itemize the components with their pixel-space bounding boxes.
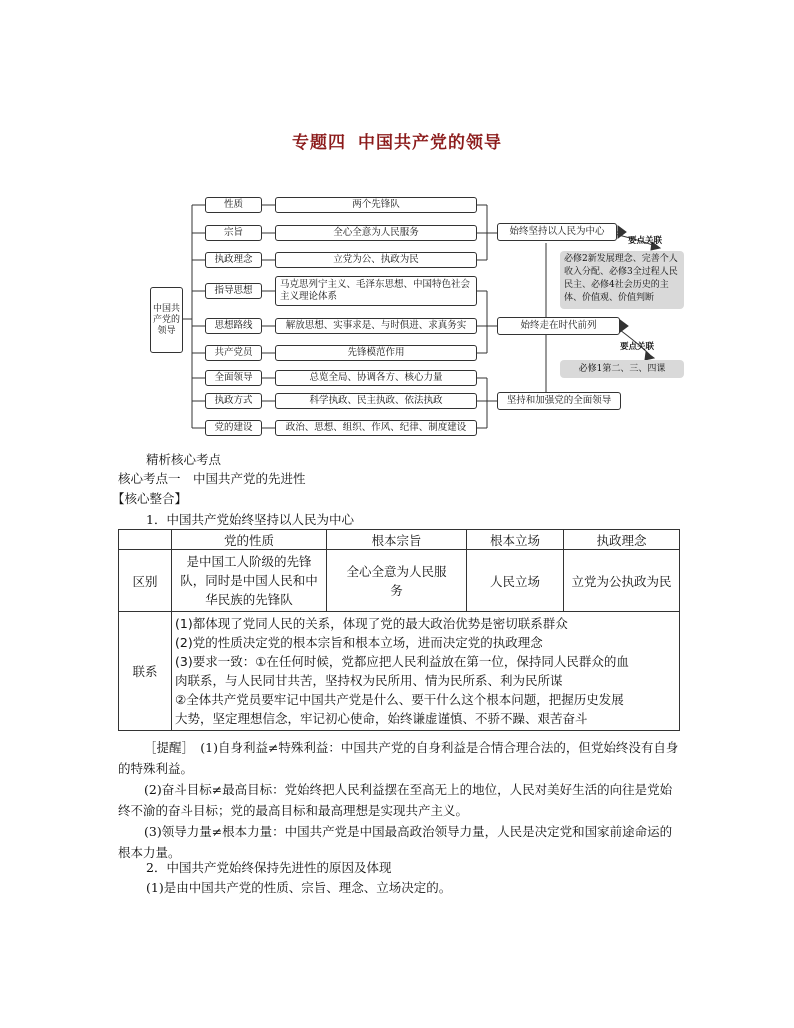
mid-node-label: 立党为公、执政为民 bbox=[333, 254, 419, 265]
mindmap-right-node bbox=[497, 223, 617, 241]
link-line: (2)党的性质决定党的根本宗旨和根本立场，进而决定党的执政理念 bbox=[175, 635, 543, 650]
left-node-label: 性质 bbox=[223, 199, 243, 210]
table-header: 根本立场 bbox=[467, 530, 564, 550]
mindmap-left-node bbox=[205, 393, 262, 409]
mid-node-label: 科学执政、民主执政、依法执政 bbox=[309, 395, 443, 406]
mindmap-left-node bbox=[205, 252, 262, 268]
right-node-label: 始终坚持以人民为中心 bbox=[509, 226, 605, 237]
mindmap-left-node bbox=[205, 345, 262, 361]
link-line: 肉联系，与人民同甘共苦，坚持权为民所用、情为民所系、利为民所谋 bbox=[175, 673, 563, 688]
point-2-sub1: (1)是由中国共产党的性质、宗旨、理念、立场决定的。 bbox=[146, 880, 452, 895]
left-node-label: 党的建设 bbox=[214, 422, 253, 433]
table-header: 党的性质 bbox=[172, 530, 327, 550]
key-association-label: 要点关联 bbox=[620, 342, 655, 352]
mindmap-left-node bbox=[205, 197, 262, 213]
row-label: 区别 bbox=[119, 550, 172, 612]
mindmap-root-label: 中国共产党的领导 bbox=[153, 303, 181, 336]
left-node-label: 思想路线 bbox=[214, 320, 253, 331]
key-association-text: 必修1第二、三、四课 bbox=[578, 364, 666, 374]
link-line: ②全体共产党员要牢记中国共产党是什么、要干什么这个根本问题，把握历史发展 bbox=[175, 692, 624, 707]
table-cell: 立党为公执政为民 bbox=[564, 550, 680, 612]
mid-node-label: 先锋模范作用 bbox=[347, 347, 405, 358]
mid-node-label: 马克思列宁主义、毛泽东思想、中国特色社会主义理论体系 bbox=[280, 279, 471, 302]
table-header: 根本宗旨 bbox=[327, 530, 467, 550]
mindmap-left-node bbox=[205, 318, 262, 334]
mindmap-mid-node bbox=[275, 370, 477, 386]
mindmap-mid-node bbox=[275, 318, 477, 334]
tip-paragraph: (3)领导力量≠根本力量：中国共产党是中国最高政治领导力量，人民是决定党和国家前途命运的根本力量。 bbox=[118, 824, 673, 860]
zhenghe-heading: 【核心整合】 bbox=[112, 491, 188, 506]
mindmap-mid-node bbox=[275, 393, 477, 409]
mid-node-label: 两个先锋队 bbox=[352, 199, 400, 210]
mid-node-label: 总览全局、协调各方、核心力量 bbox=[309, 372, 443, 383]
key-association-text: 必修2新发展理念、完善个人收入分配、必修3全过程人民民主、必修4社会历史的主体、价值观、价值判断 bbox=[564, 254, 678, 303]
title-main: 中国共产党的领导 bbox=[358, 133, 502, 153]
title-prefix: 专题四 bbox=[292, 133, 346, 153]
link-line: (3)要求一致：①在任何时候，党都应把人民利益放在第一位，保持同人民群众的血 bbox=[175, 654, 629, 669]
mid-node-label: 全心全意为人民服务 bbox=[333, 227, 419, 238]
left-node-label: 执政理念 bbox=[214, 254, 253, 265]
left-node-label: 全面领导 bbox=[214, 372, 253, 383]
mindmap-mid-node bbox=[275, 252, 477, 268]
key-association-box bbox=[560, 251, 684, 309]
table-cell bbox=[119, 530, 172, 550]
row-label: 联系 bbox=[119, 612, 172, 731]
mindmap-right-node bbox=[497, 392, 621, 410]
section-heading: 精析核心考点 bbox=[146, 452, 222, 467]
mindmap-left-node bbox=[205, 370, 262, 386]
mindmap-left-node bbox=[205, 283, 262, 299]
table-cell bbox=[172, 612, 680, 731]
mindmap-mid-node bbox=[275, 420, 477, 436]
table-cell: 人民立场 bbox=[467, 550, 564, 612]
left-node-label: 共产党员 bbox=[214, 347, 253, 358]
mid-node-label: 解放思想、实事求是、与时俱进、求真务实 bbox=[285, 320, 467, 331]
point-1: 1．中国共产党始终坚持以人民为中心 bbox=[146, 512, 354, 527]
tip-paragraph: (2)奋斗目标≠最高目标：党始终把人民利益摆在至高无上的地位，人民对美好生活的向往是党始终不渝的奋斗目标；党的最高目标和最高理想是实现共产主义。 bbox=[118, 782, 673, 818]
link-line: 大势，坚定理想信念，牢记初心使命，始终谦虚谨慎、不骄不躁、艰苦奋斗 bbox=[175, 711, 588, 726]
mindmap-mid-node bbox=[275, 276, 477, 306]
mindmap-root bbox=[150, 287, 183, 353]
left-node-label: 宗旨 bbox=[223, 227, 243, 238]
key-association-label: 要点关联 bbox=[628, 236, 663, 246]
right-node-label: 始终走在时代前列 bbox=[520, 320, 597, 331]
mindmap-mid-node bbox=[275, 197, 477, 213]
mindmap-left-node bbox=[205, 225, 262, 241]
key-association-box bbox=[560, 360, 684, 378]
table-header: 执政理念 bbox=[564, 530, 680, 550]
mindmap-mid-node bbox=[275, 345, 477, 361]
tip-paragraph: ［提醒］ (1)自身利益≠特殊利益：中国共产党的自身利益是合情合理合法的，但党始终没有自身的特殊利益。 bbox=[118, 740, 679, 776]
table-row bbox=[119, 550, 680, 612]
mindmap-right-node bbox=[497, 317, 620, 335]
left-node-label: 指导思想 bbox=[214, 285, 253, 296]
comparison-table bbox=[118, 529, 680, 731]
table-cell: 全心全意为人民服务 bbox=[327, 550, 467, 612]
table-header-row bbox=[119, 530, 680, 550]
link-line: (1)都体现了党同人民的关系，体现了党的最大政治优势是密切联系群众 bbox=[175, 616, 568, 631]
mindmap-mid-node bbox=[275, 225, 477, 241]
table-cell: 是中国工人阶级的先锋队，同时是中国人民和中华民族的先锋队 bbox=[172, 550, 327, 612]
right-node-label: 坚持和加强党的全面领导 bbox=[506, 395, 612, 406]
mid-node-label: 政治、思想、组织、作风、纪律、制度建设 bbox=[285, 422, 467, 433]
left-node-label: 执政方式 bbox=[214, 395, 253, 406]
kaodian-heading: 核心考点一 中国共产党的先进性 bbox=[118, 471, 306, 486]
point-2: 2．中国共产党始终保持先进性的原因及体现 bbox=[146, 860, 392, 875]
table-row bbox=[119, 612, 680, 731]
mindmap-left-node bbox=[205, 420, 262, 436]
